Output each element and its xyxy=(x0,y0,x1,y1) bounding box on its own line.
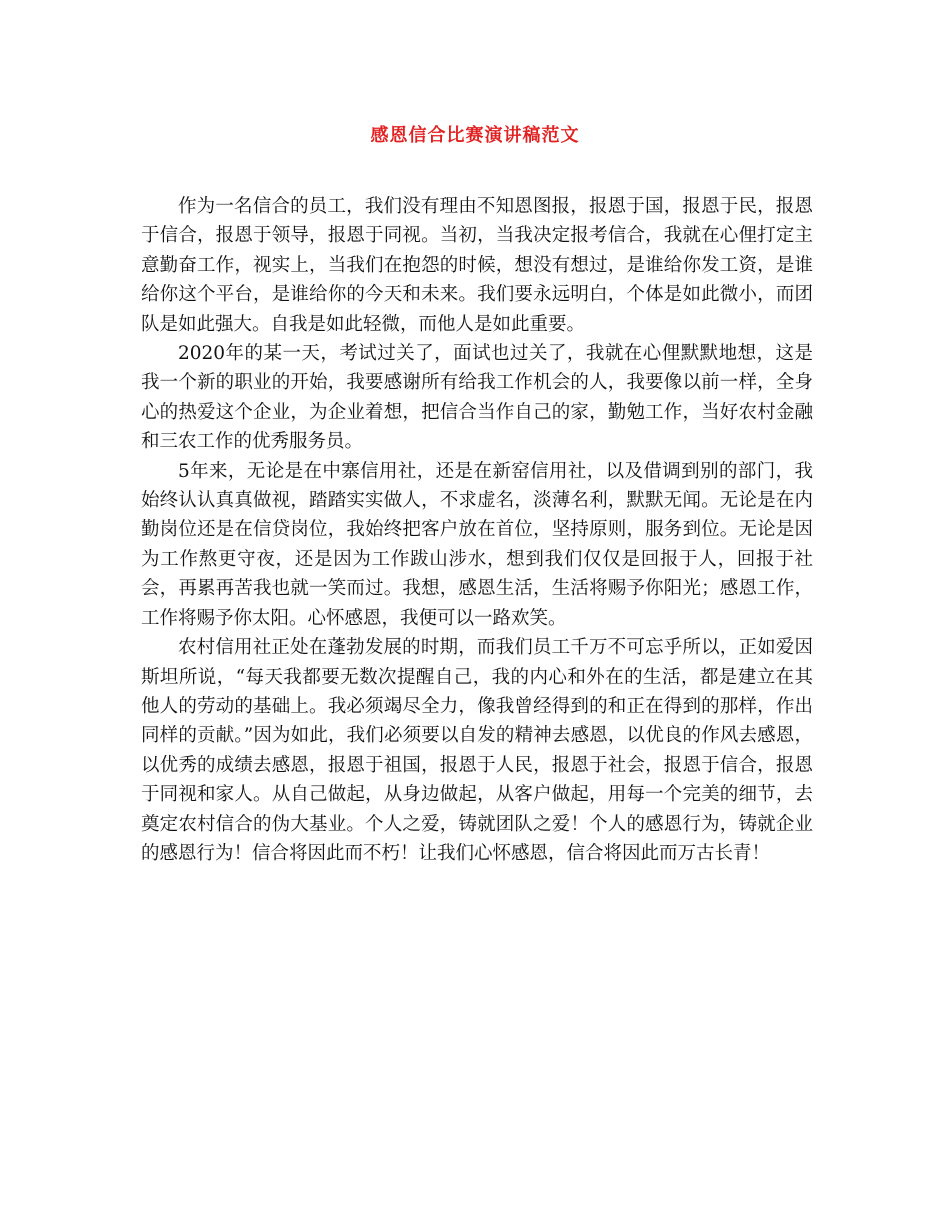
document-title: 感恩信合比赛演讲稿范文 xyxy=(370,125,580,146)
document-body xyxy=(141,192,813,868)
paragraph-2: 2020年的某一天，考试过关了，面试也过关了，我就在心俚默默地想，这是我一个新的职业的开始，我要感谢所有给我工作机会的人，我要像以前一样，全身心的热爱这个企业，为企业着想，把信合当作自己的家，勤勉工作，当好农村金融和三农工作的优秀服务员。 xyxy=(141,343,813,453)
paragraph-3: 5年来，无论是在中寨信用社，还是在新窑信用社，以及借调到别的部门，我始终认认真真做视，踏踏实实做人，不求虚名，淡薄名利，默默无闻。无论是在内勤岗位还是在信贷岗位，我始终把客户放在首位，坚持原则，服务到位。无论是因为工作熬更守夜，还是因为工作跋山涉水，想到我们仅仅是回报于人，回报于社会，再累再苦我也就一笑而过。我想，感恩生活，生活将赐予你阳光；感恩工作，工作将赐予你太阳。心怀感恩，我便可以一路欢笑。 xyxy=(141,460,813,629)
paragraph-4: 农村信用社正处在蓬勃发展的时期，而我们员工千万不可忘乎所以，正如爱因斯坦所说，“每天我都要无数次提醒自己，我的内心和外在的生活，都是建立在其他人的劳动的基础上。我必须竭尽全力，像我曾经得到的和正在得到的那样，作出同样的贡献。”因为如此，我们必须要以自发的精神去感恩，以优良的作风去感恩，以优秀的成绩去感恩，报恩于祖国，报恩于人民，报恩于社会，报恩于信合，报恩于同视和家人。从自己做起，从身边做起，从客户做起，用每一个完美的细节，去奠定农村信合的伪大基业。个人之爱，铸就团队之爱！个人的感恩行为，铸就企业的感恩行为！信合将因此而不朽！让我们心怀感恩，信合将因此而万古长青！ xyxy=(141,637,813,864)
paragraph-1: 作为一名信合的员工，我们没有理由不知恩图报，报恩于国，报恩于民，报恩于信合，报恩于领导，报恩于同视。当初，当我决定报考信合，我就在心俚打定主意勤奋工作，视实上，当我们在抱怨的时候，想没有想过，是谁给你发工资，是谁给你这个平台，是谁给你的今天和未来。我们要永远明白，个体是如此微小，而团队是如此强大。自我是如此轻微，而他人是如此重要。 xyxy=(141,196,813,335)
